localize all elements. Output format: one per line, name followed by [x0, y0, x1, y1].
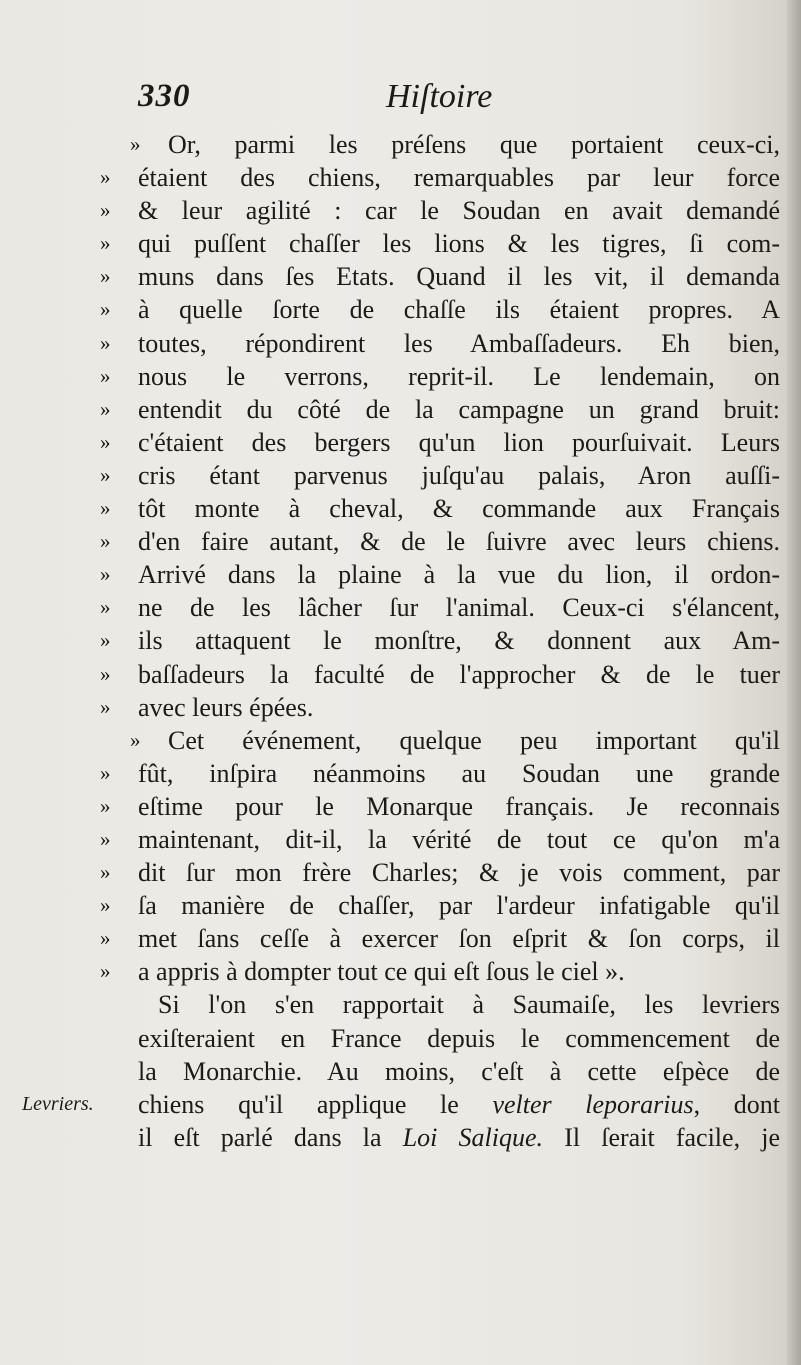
text-line [100, 856, 780, 889]
page-edge [787, 0, 801, 1365]
running-title: Hiſtoire [386, 78, 493, 115]
text-segment: Il ſerait facile, je [543, 1122, 780, 1152]
text-line [100, 988, 780, 1021]
text-line [100, 293, 780, 326]
quote-mark: » [100, 363, 111, 388]
text-line [100, 658, 780, 691]
margin-note: Levriers. [22, 1093, 94, 1115]
text-line [100, 459, 780, 492]
text-line [100, 393, 780, 426]
quote-mark: » [100, 198, 111, 223]
text-line [100, 1055, 780, 1088]
line-text: Arrivé dans la plaine à la vue du lion, il ordon- [138, 560, 780, 590]
quote-mark: » [100, 231, 111, 256]
line-text: avec leurs épées. [138, 692, 314, 722]
line-text: étaient des chiens, remarquables par leur force [138, 163, 780, 193]
italic-term: velter leporarius [492, 1089, 694, 1119]
quote-mark: » [100, 562, 111, 587]
text-line [100, 1022, 780, 1055]
quote-mark: » [100, 826, 111, 851]
quote-mark: » [130, 727, 141, 752]
text-line [100, 327, 780, 360]
line-text: c'étaient des bergers qu'un lion pourſuivait. Leurs [138, 427, 780, 457]
line-text: ne de les lâcher ſur l'animal. Ceux-ci s'élancent, [138, 593, 780, 623]
line-text: tôt monte à cheval, & commande aux Français [138, 494, 780, 524]
text-segment: chiens qu'il applique le [138, 1089, 493, 1119]
page-number: 330 [138, 78, 191, 114]
line-text: baſſadeurs la faculté de l'approcher & de le tuer [138, 659, 780, 689]
text-line [100, 128, 780, 161]
quote-mark: » [100, 462, 111, 487]
line-text [138, 1121, 780, 1154]
quote-mark: » [100, 694, 111, 719]
text-line [100, 227, 780, 260]
quote-mark: » [100, 760, 111, 785]
quote-mark: » [130, 132, 141, 156]
quote-mark: » [100, 860, 111, 885]
line-text: ils attaquent le monſtre, & donnent aux Am- [138, 626, 780, 656]
quote-mark: » [100, 165, 111, 190]
text-line [100, 757, 780, 790]
text-line [100, 922, 780, 955]
line-text: maintenant, dit-il, la vérité de tout ce qu'on m'a [138, 824, 780, 854]
quote-mark: » [100, 496, 111, 521]
line-text: met ſans ceſſe à exercer ſon eſprit & ſon corps, il [138, 924, 780, 954]
line-text: qui puſſent chaſſer les lions & les tigres, ſi com- [138, 229, 780, 259]
quote-mark: » [100, 595, 111, 620]
line-text [138, 1088, 780, 1121]
quote-mark: » [100, 264, 111, 289]
text-line [100, 525, 780, 558]
italic-term: Loi Salique. [402, 1122, 544, 1152]
quote-mark: » [100, 959, 111, 984]
line-text: dit ſur mon frère Charles; & je vois comment, par [138, 858, 780, 888]
line-text: toutes, répondirent les Ambaſſadeurs. Eh bien, [138, 328, 780, 358]
line-text: entendit du côté de la campagne un grand bruit: [138, 394, 780, 424]
text-line [100, 823, 780, 856]
quote-mark: » [100, 297, 111, 322]
quote-mark: » [100, 529, 111, 554]
quote-mark: » [100, 628, 111, 653]
line-text: Si l'on s'en rapportait à Saumaiſe, les levriers [158, 990, 780, 1020]
text-line [100, 260, 780, 293]
body-text [100, 128, 780, 1154]
text-segment: il eſt parlé dans la [138, 1122, 403, 1152]
line-text: a appris à dompter tout ce qui eſt ſous le ciel ». [138, 957, 625, 987]
text-line [100, 194, 780, 227]
text-line [100, 724, 780, 757]
line-text: à quelle ſorte de chaſſe ils étaient propres. A [138, 295, 780, 325]
quote-mark: » [100, 661, 111, 686]
quote-mark: » [100, 793, 111, 818]
text-line [100, 591, 780, 624]
line-text: Or, parmi les préſens que portaient ceux-ci, [168, 130, 780, 159]
line-text: eſtime pour le Monarque français. Je reconnais [138, 791, 780, 821]
line-text: cris étant parvenus juſqu'au palais, Aron auſſi- [138, 460, 780, 490]
line-text: & leur agilité : car le Soudan en avait demandé [138, 196, 780, 226]
line-text: ſa manière de chaſſer, par l'ardeur infatigable qu'il [138, 891, 780, 921]
text-line [100, 691, 780, 724]
text-line [100, 955, 780, 988]
text-line [100, 161, 780, 194]
quote-mark: » [100, 926, 111, 951]
text-line [100, 1121, 780, 1154]
text-line [100, 889, 780, 922]
quote-mark: » [100, 330, 111, 355]
line-text: nous le verrons, reprit-il. Le lendemain, on [138, 361, 780, 391]
quote-mark: » [100, 396, 111, 421]
text-line [100, 492, 780, 525]
quote-mark: » [100, 429, 111, 454]
text-line [100, 1088, 780, 1121]
quote-mark: » [100, 893, 111, 918]
line-text: la Monarchie. Au moins, c'eſt à cette eſpèce de [138, 1056, 780, 1086]
line-text: muns dans ſes Etats. Quand il les vit, il demanda [138, 262, 780, 292]
text-line [100, 426, 780, 459]
text-line [100, 360, 780, 393]
line-text: fût, inſpira néanmoins au Soudan une grande [138, 758, 780, 788]
text-line [100, 558, 780, 591]
text-line [100, 624, 780, 657]
line-text: Cet événement, quelque peu important qu'il [168, 725, 780, 755]
text-line [100, 790, 780, 823]
page-header [138, 78, 758, 122]
line-text: exiſteraient en France depuis le commencement de [138, 1023, 780, 1053]
line-text: d'en faire autant, & de le ſuivre avec leurs chiens. [138, 527, 780, 557]
text-segment: , dont [693, 1089, 780, 1119]
